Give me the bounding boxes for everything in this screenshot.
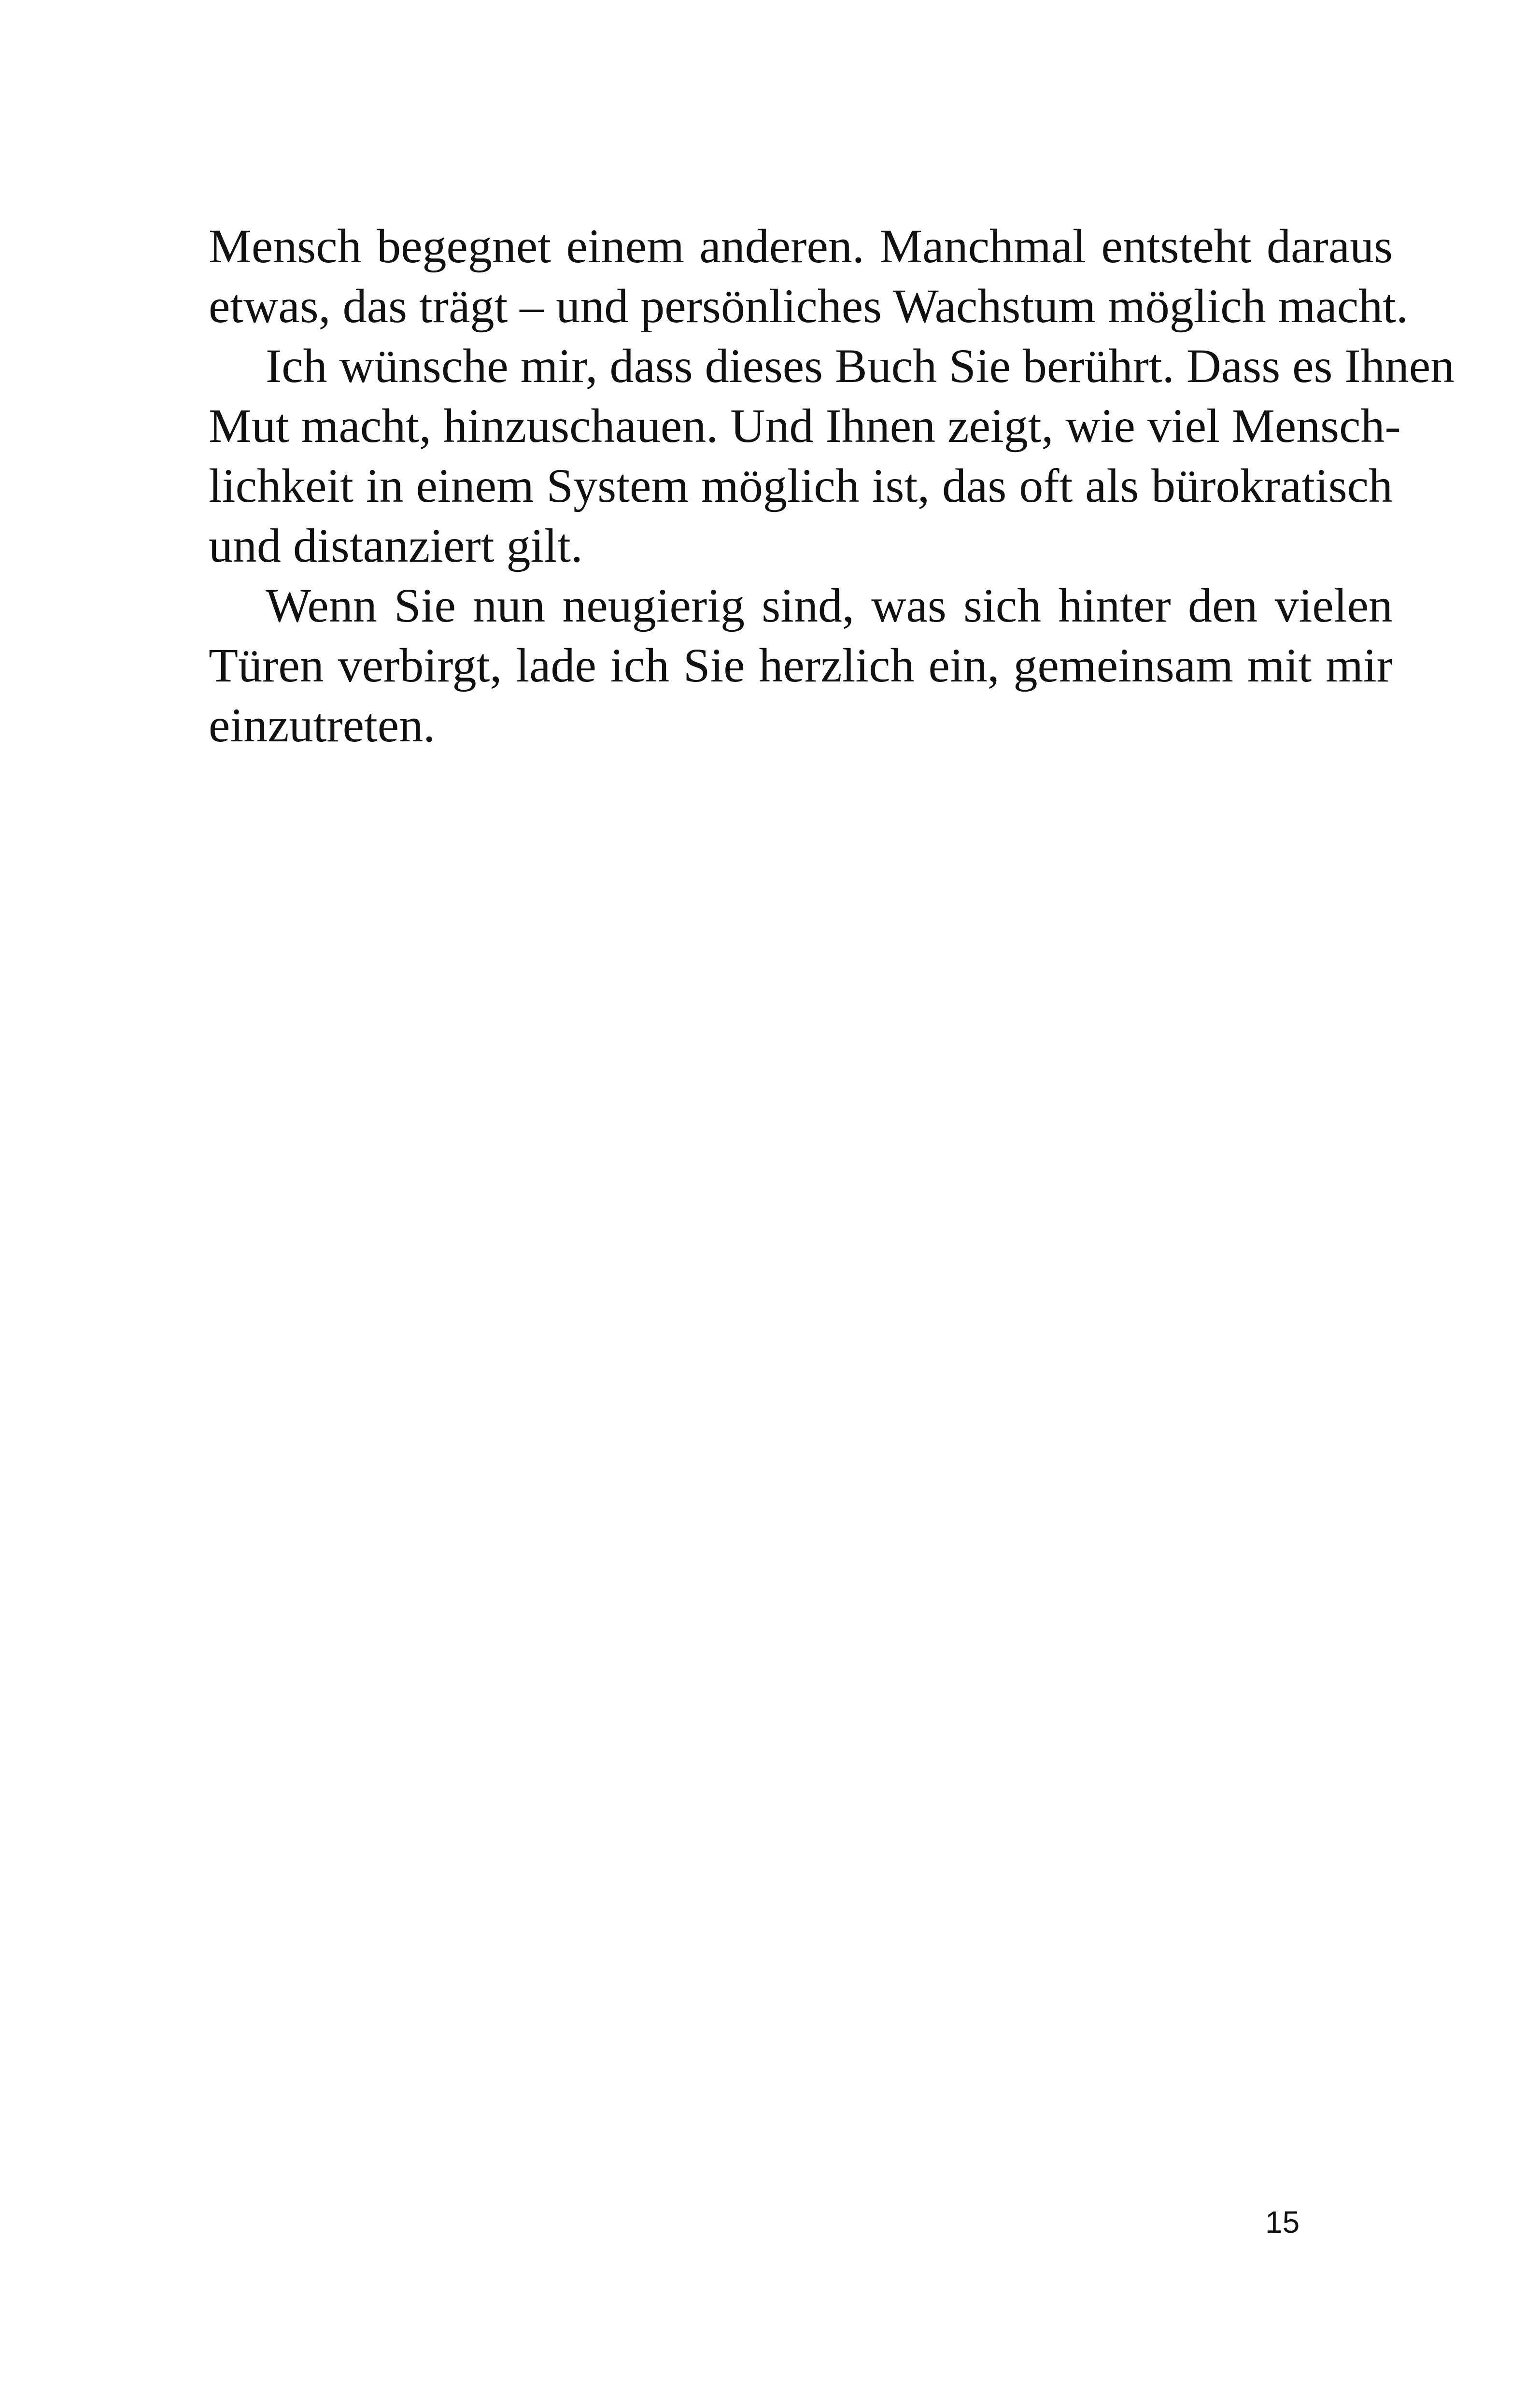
- page-number: 15: [1265, 2205, 1300, 2240]
- text-line: Ich wünsche mir, dass dieses Buch Sie berührt. Dass es Ihnen: [266, 339, 1455, 393]
- text-line: lichkeit in einem System möglich ist, das oft als bürokratisch: [209, 459, 1393, 512]
- text-line: Mut macht, hinzuschauen. Und Ihnen zeigt, wie viel Mensch-: [209, 399, 1401, 453]
- text-line: und distanziert gilt.: [209, 519, 583, 572]
- text-line: Mensch begegnet einem anderen. Manchmal entsteht daraus: [209, 219, 1393, 273]
- text-line: einzutreten.: [209, 698, 436, 752]
- text-line: etwas, das trägt – und persönliches Wachstum möglich macht.: [209, 279, 1408, 333]
- text-line: Türen verbirgt, lade ich Sie herzlich ein, gemeinsam mit mir: [209, 638, 1393, 692]
- text-line: Wenn Sie nun neugierig sind, was sich hinter den vielen: [266, 579, 1393, 632]
- body-text: [209, 216, 1455, 755]
